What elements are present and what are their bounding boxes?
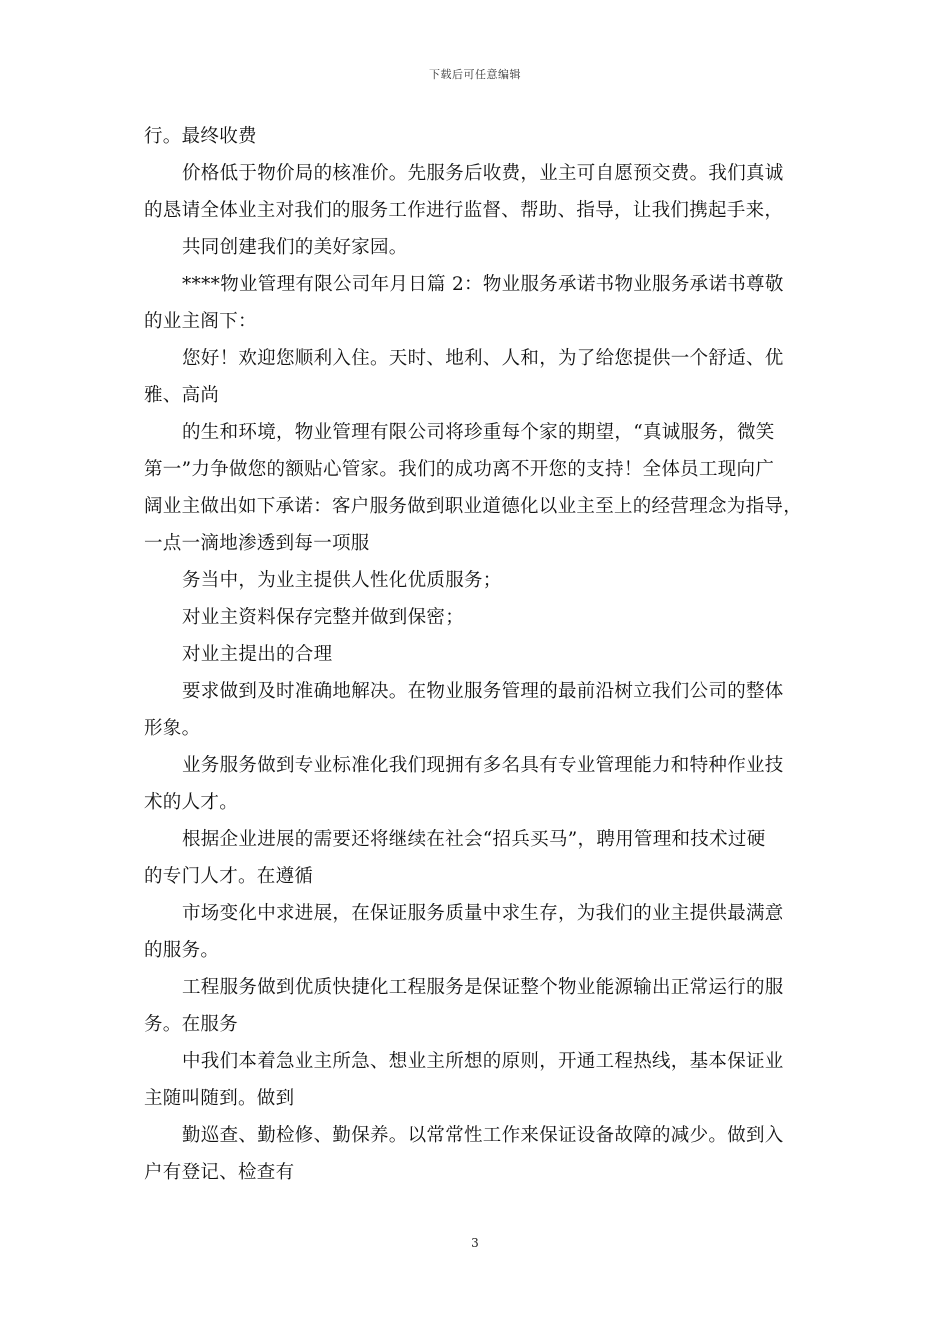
text-line: 市场变化中求进展，在保证服务质量中求生存，为我们的业主提供最满意 bbox=[182, 903, 784, 924]
text-line: 行。最终收费 bbox=[144, 126, 257, 147]
text-line: 术的人才。 bbox=[144, 792, 239, 813]
text-line: 您好！欢迎您顺利入住。天时、地利、人和，为了给您提供一个舒适、优 bbox=[182, 348, 784, 369]
text-line: 阔业主做出如下承诺：客户服务做到职业道德化以业主至上的经营理念为指导， bbox=[144, 496, 803, 517]
text-line: 务当中，为业主提供人性化优质服务； bbox=[182, 570, 502, 591]
text-line: 对业主提出的合理 bbox=[182, 644, 333, 665]
text-line: 的业主阁下： bbox=[144, 311, 257, 332]
text-line: 价格低于物价局的核准价。先服务后收费，业主可自愿预交费。我们真诚 bbox=[182, 163, 784, 184]
text-line: 共同创建我们的美好家园。 bbox=[182, 237, 408, 258]
text-line: 一点一滴地渗透到每一项服 bbox=[144, 533, 370, 554]
page-header: 下载后可任意编辑 bbox=[429, 68, 521, 81]
text-line: 第一”力争做您的额贴心管家。我们的成功离不开您的支持！全体员工现向广 bbox=[144, 459, 775, 480]
text-line: ****物业管理有限公司年月日篇 2：物业服务承诺书物业服务承诺书尊敬 bbox=[182, 274, 784, 295]
text-line: 业务服务做到专业标准化我们现拥有多名具有专业管理能力和特种作业技 bbox=[182, 755, 784, 776]
text-line: 务。在服务 bbox=[144, 1014, 239, 1035]
text-line: 雅、高尚 bbox=[144, 385, 220, 406]
text-line: 根据企业进展的需要还将继续在社会“招兵买马”，聘用管理和技术过硬 bbox=[182, 829, 766, 850]
page-number: 3 bbox=[471, 1236, 479, 1250]
text-line: 中我们本着急业主所急、想业主所想的原则，开通工程热线，基本保证业 bbox=[182, 1051, 784, 1072]
text-line: 勤巡查、勤检修、勤保养。以常常性工作来保证设备故障的减少。做到入 bbox=[182, 1125, 784, 1146]
text-line: 的专门人才。在遵循 bbox=[144, 866, 314, 887]
text-line: 户有登记、检查有 bbox=[144, 1162, 295, 1183]
text-line: 工程服务做到优质快捷化工程服务是保证整个物业能源输出正常运行的服 bbox=[182, 977, 784, 998]
text-line: 对业主资料保存完整并做到保密； bbox=[182, 607, 465, 628]
document-body bbox=[144, 118, 812, 1191]
text-line: 的恳请全体业主对我们的服务工作进行监督、帮助、指导，让我们携起手来， bbox=[144, 200, 784, 221]
text-line: 主随叫随到。做到 bbox=[144, 1088, 295, 1109]
text-line: 的服务。 bbox=[144, 940, 220, 961]
text-line: 的生和环境，物业管理有限公司将珍重每个家的期望，“真诚服务，微笑 bbox=[182, 422, 775, 443]
text-line: 要求做到及时准确地解决。在物业服务管理的最前沿树立我们公司的整体 bbox=[182, 681, 784, 702]
text-line: 形象。 bbox=[144, 718, 201, 739]
